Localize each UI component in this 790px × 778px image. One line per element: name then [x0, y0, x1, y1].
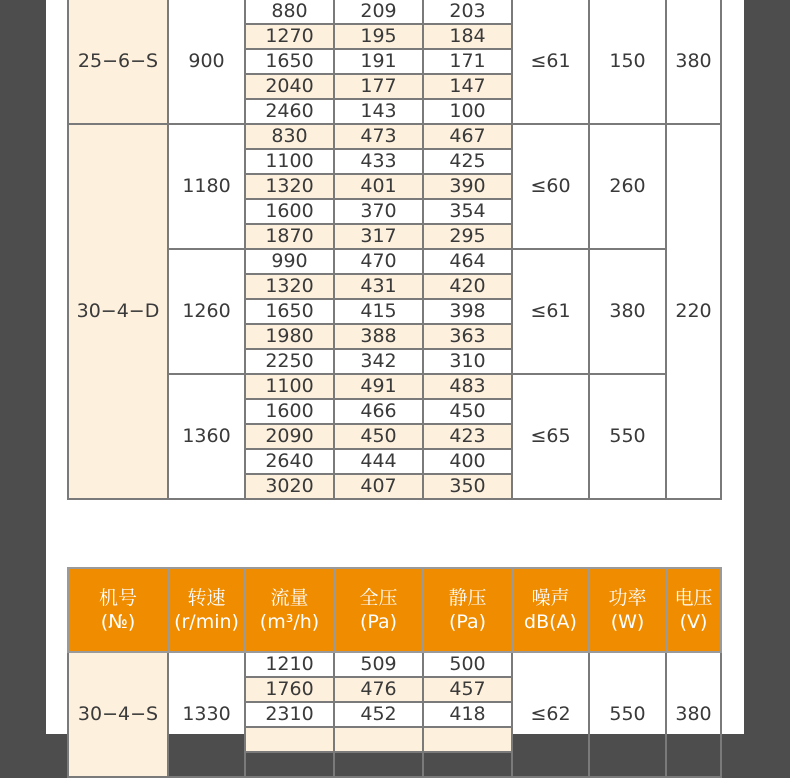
column-header — [423, 568, 512, 652]
noise-cell: ≤60 — [512, 124, 589, 249]
column-header — [666, 568, 721, 652]
static-cell: 295 — [423, 224, 512, 249]
static-cell: 464 — [423, 249, 512, 274]
speed-cell: 1330 — [168, 652, 245, 777]
total-cell: 209 — [334, 0, 423, 24]
column-header-label: 电压 — [674, 587, 713, 609]
column-header — [589, 568, 666, 652]
total-cell: 317 — [334, 224, 423, 249]
total-cell: 452 — [334, 702, 423, 727]
speed-cell: 1260 — [168, 249, 245, 374]
flow-cell: 1100 — [245, 374, 334, 399]
column-header-label: 功率 — [608, 587, 647, 609]
empty-cell — [245, 752, 334, 777]
column-header — [68, 568, 168, 652]
empty-cell — [334, 727, 423, 752]
flow-cell: 2250 — [245, 349, 334, 374]
static-cell: 390 — [423, 174, 512, 199]
power-cell: 380 — [589, 249, 666, 374]
noise-cell: ≤65 — [512, 374, 589, 499]
static-cell: 184 — [423, 24, 512, 49]
flow-cell: 2310 — [245, 702, 334, 727]
static-cell: 100 — [423, 99, 512, 124]
flow-cell: 2460 — [245, 99, 334, 124]
column-header-unit: (m³/h) — [259, 611, 320, 633]
total-cell: 466 — [334, 399, 423, 424]
flow-cell: 990 — [245, 249, 334, 274]
flow-cell: 1320 — [245, 274, 334, 299]
flow-cell: 1650 — [245, 49, 334, 74]
total-cell: 415 — [334, 299, 423, 324]
table-row — [68, 652, 721, 677]
flow-cell: 880 — [245, 0, 334, 24]
model-cell: 30−4−S — [68, 652, 168, 777]
total-cell: 509 — [334, 652, 423, 677]
total-cell: 433 — [334, 149, 423, 174]
static-cell: 400 — [423, 449, 512, 474]
total-cell: 370 — [334, 199, 423, 224]
empty-cell — [423, 727, 512, 752]
static-cell: 398 — [423, 299, 512, 324]
column-header-label: 全压 — [359, 587, 398, 609]
flow-cell: 1760 — [245, 677, 334, 702]
column-header-unit: (r/min) — [174, 611, 239, 633]
voltage-cell: 380 — [666, 652, 721, 777]
power-cell: 150 — [589, 0, 666, 124]
column-header-unit: (№) — [100, 611, 136, 633]
total-cell: 177 — [334, 74, 423, 99]
column-header-unit: (V) — [679, 611, 708, 633]
total-cell: 450 — [334, 424, 423, 449]
fan-spec-table-lower — [67, 567, 722, 778]
power-cell: 260 — [589, 124, 666, 249]
column-header-label: 静压 — [448, 587, 487, 609]
total-cell: 191 — [334, 49, 423, 74]
column-header-label: 流量 — [270, 587, 309, 609]
total-cell: 470 — [334, 249, 423, 274]
model-cell: 25−6−S — [68, 0, 168, 124]
static-cell: 310 — [423, 349, 512, 374]
static-cell: 483 — [423, 374, 512, 399]
static-cell: 354 — [423, 199, 512, 224]
static-cell: 425 — [423, 149, 512, 174]
static-cell: 467 — [423, 124, 512, 149]
column-header-label: 机号 — [98, 587, 137, 609]
table-row — [68, 0, 721, 24]
flow-cell: 2090 — [245, 424, 334, 449]
empty-cell — [334, 752, 423, 777]
flow-cell: 1980 — [245, 324, 334, 349]
total-cell: 491 — [334, 374, 423, 399]
static-cell: 363 — [423, 324, 512, 349]
total-cell: 401 — [334, 174, 423, 199]
static-cell: 450 — [423, 399, 512, 424]
flow-cell: 1270 — [245, 24, 334, 49]
total-cell: 195 — [334, 24, 423, 49]
speed-cell: 900 — [168, 0, 245, 124]
voltage-cell: 220 — [666, 124, 721, 499]
noise-cell: ≤62 — [512, 652, 589, 777]
empty-cell — [423, 752, 512, 777]
static-cell: 418 — [423, 702, 512, 727]
column-header — [168, 568, 245, 652]
total-cell: 473 — [334, 124, 423, 149]
flow-cell: 2040 — [245, 74, 334, 99]
static-cell: 423 — [423, 424, 512, 449]
empty-cell — [245, 727, 334, 752]
static-cell: 171 — [423, 49, 512, 74]
total-cell: 407 — [334, 474, 423, 499]
column-header — [334, 568, 423, 652]
static-cell: 500 — [423, 652, 512, 677]
total-cell: 476 — [334, 677, 423, 702]
column-header-unit: (Pa) — [359, 611, 398, 633]
flow-cell: 3020 — [245, 474, 334, 499]
flow-cell: 2640 — [245, 449, 334, 474]
fan-spec-table-upper — [67, 0, 722, 500]
speed-cell: 1360 — [168, 374, 245, 499]
static-cell: 457 — [423, 677, 512, 702]
flow-cell: 1600 — [245, 399, 334, 424]
total-cell: 431 — [334, 274, 423, 299]
column-header-unit: dB(A) — [524, 611, 577, 633]
noise-cell: ≤61 — [512, 249, 589, 374]
power-cell: 550 — [589, 374, 666, 499]
flow-cell: 1650 — [245, 299, 334, 324]
voltage-cell: 380 — [666, 0, 721, 124]
total-cell: 342 — [334, 349, 423, 374]
flow-cell: 1870 — [245, 224, 334, 249]
flow-cell: 1100 — [245, 149, 334, 174]
total-cell: 143 — [334, 99, 423, 124]
flow-cell: 1600 — [245, 199, 334, 224]
column-header-unit: (Pa) — [448, 611, 487, 633]
power-cell: 550 — [589, 652, 666, 777]
noise-cell: ≤61 — [512, 0, 589, 124]
table-header-row — [68, 568, 721, 652]
total-cell: 444 — [334, 449, 423, 474]
table-row — [68, 124, 721, 149]
column-header — [512, 568, 589, 652]
model-cell: 30−4−D — [68, 124, 168, 499]
static-cell: 203 — [423, 0, 512, 24]
column-header-unit: (W) — [610, 611, 645, 633]
speed-cell: 1180 — [168, 124, 245, 249]
flow-cell: 830 — [245, 124, 334, 149]
static-cell: 350 — [423, 474, 512, 499]
flow-cell: 1210 — [245, 652, 334, 677]
static-cell: 420 — [423, 274, 512, 299]
static-cell: 147 — [423, 74, 512, 99]
flow-cell: 1320 — [245, 174, 334, 199]
column-header-label: 噪声 — [531, 587, 570, 609]
column-header-label: 转速 — [187, 587, 226, 609]
column-header — [245, 568, 334, 652]
total-cell: 388 — [334, 324, 423, 349]
